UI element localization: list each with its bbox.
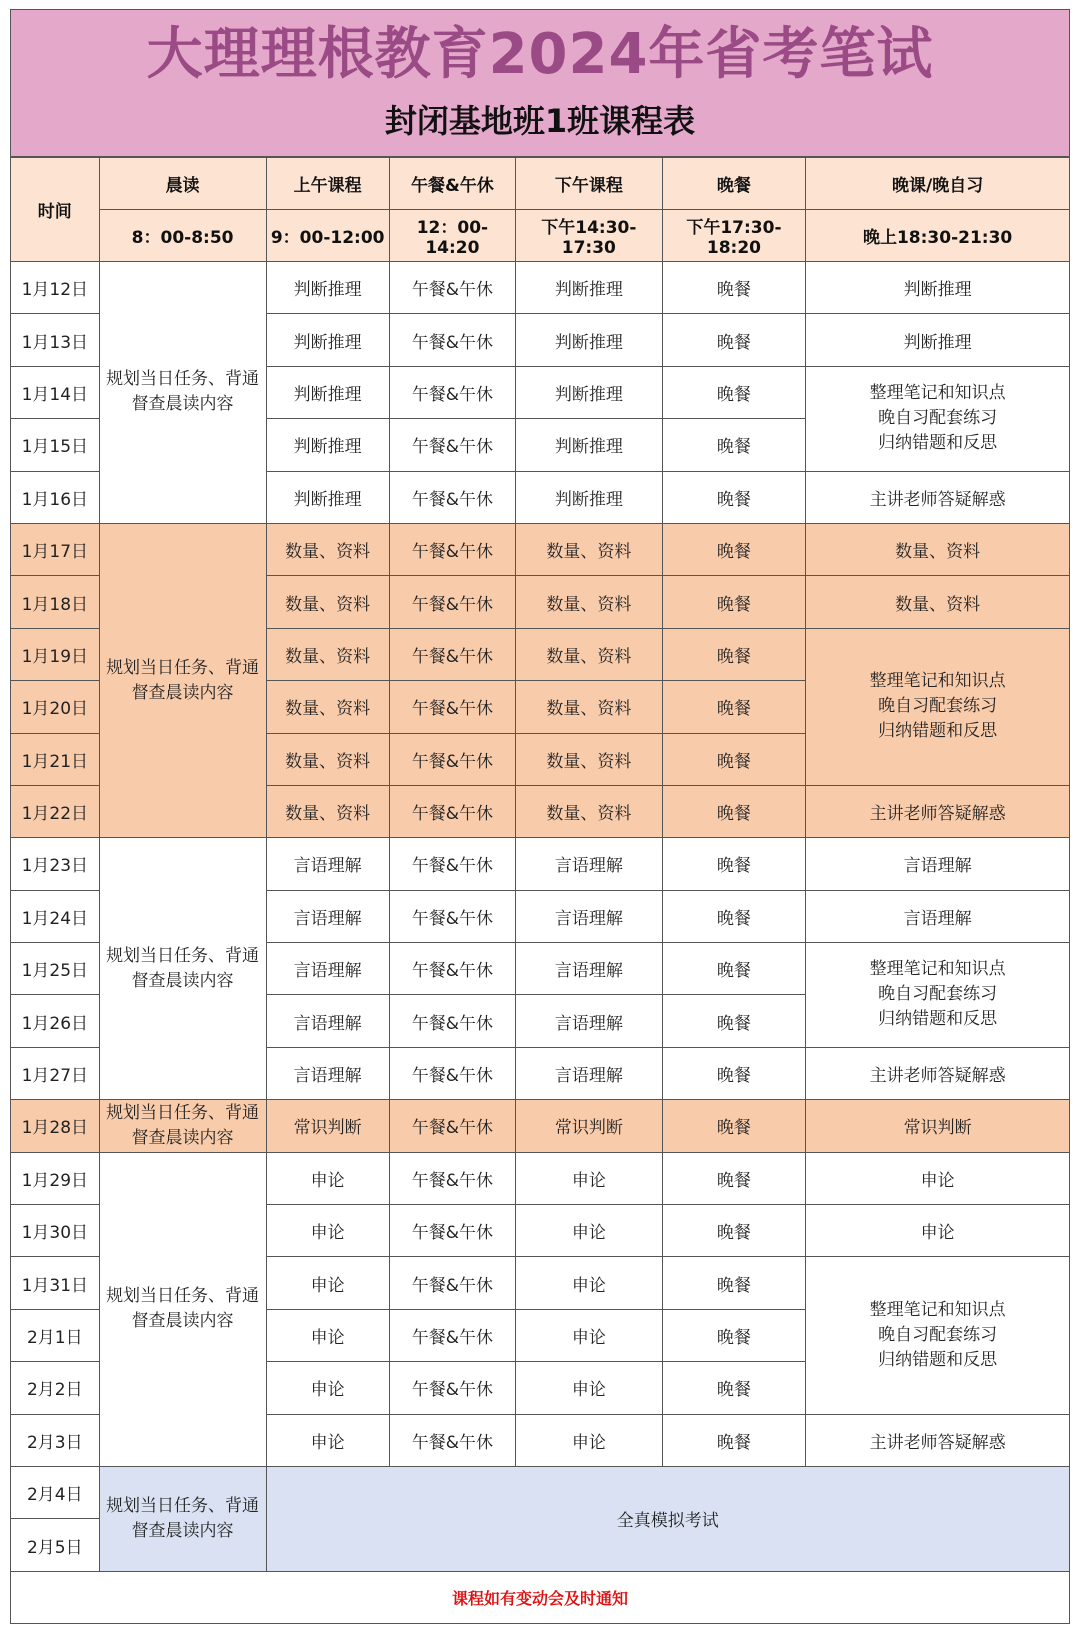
dinner-cell: 晚餐 [662,1100,806,1152]
lunch-cell: 午餐&午休 [389,366,515,418]
lunch-cell: 午餐&午休 [389,1100,515,1152]
lunch-cell: 午餐&午休 [389,785,515,837]
table-row [11,1152,1070,1204]
header-time: 时间 [11,158,100,262]
dinner-cell: 晚餐 [662,314,806,366]
am-course-cell: 数量、资料 [266,785,389,837]
pm-course-cell: 申论 [516,1152,663,1204]
dinner-cell: 晚餐 [662,890,806,942]
time-lunch: 12：00-14:20 [389,210,515,262]
table-row [11,1100,1070,1152]
lunch-cell: 午餐&午休 [389,890,515,942]
dinner-cell: 晚餐 [662,262,806,314]
date-cell: 1月20日 [11,681,100,733]
am-course-cell: 言语理解 [266,1047,389,1099]
evening-cell: 言语理解 [806,890,1070,942]
pm-course-cell: 言语理解 [516,995,663,1047]
am-course-cell: 申论 [266,1152,389,1204]
time-am: 9：00-12:00 [266,210,389,262]
evening-qa-cell: 主讲老师答疑解惑 [806,471,1070,523]
pm-course-cell: 言语理解 [516,838,663,890]
lunch-cell: 午餐&午休 [389,838,515,890]
dinner-cell: 晚餐 [662,366,806,418]
date-cell: 1月16日 [11,471,100,523]
evening-cell: 申论 [806,1205,1070,1257]
dinner-cell: 晚餐 [662,733,806,785]
pm-course-cell: 数量、资料 [516,733,663,785]
am-course-cell: 言语理解 [266,838,389,890]
lunch-cell: 午餐&午休 [389,733,515,785]
morning-plan-cell: 规划当日任务、背通督查晨读内容 [99,262,266,524]
evening-cell: 判断推理 [806,314,1070,366]
dinner-cell: 晚餐 [662,1257,806,1309]
time-pm: 下午14:30-17:30 [516,210,663,262]
pm-course-cell: 数量、资料 [516,681,663,733]
pm-course-cell: 数量、资料 [516,785,663,837]
header-evening: 晚课/晚自习 [806,158,1070,210]
am-course-cell: 申论 [266,1257,389,1309]
date-cell: 1月27日 [11,1047,100,1099]
evening-review-cell: 整理笔记和知识点 晚自习配套练习 归纳错题和反思 [806,366,1070,471]
am-course-cell: 申论 [266,1414,389,1466]
date-cell: 1月19日 [11,628,100,680]
lunch-cell: 午餐&午休 [389,314,515,366]
date-cell: 1月13日 [11,314,100,366]
header-pm: 下午课程 [516,158,663,210]
lunch-cell: 午餐&午休 [389,523,515,575]
time-morning-read: 8：00-8:50 [99,210,266,262]
am-course-cell: 常识判断 [266,1100,389,1152]
pm-course-cell: 申论 [516,1362,663,1414]
am-course-cell: 言语理解 [266,995,389,1047]
lunch-cell: 午餐&午休 [389,995,515,1047]
dinner-cell: 晚餐 [662,943,806,995]
evening-review-cell: 整理笔记和知识点 晚自习配套练习 归纳错题和反思 [806,1257,1070,1414]
am-course-cell: 言语理解 [266,890,389,942]
morning-plan-cell: 规划当日任务、背通督查晨读内容 [99,1100,266,1152]
time-evening: 晚上18:30-21:30 [806,210,1070,262]
pm-course-cell: 判断推理 [516,314,663,366]
pm-course-cell: 数量、资料 [516,576,663,628]
date-cell: 2月4日 [11,1466,100,1518]
lunch-cell: 午餐&午休 [389,1047,515,1099]
header-dinner: 晚餐 [662,158,806,210]
evening-review-cell: 整理笔记和知识点 晚自习配套练习 归纳错题和反思 [806,628,1070,785]
am-course-cell: 数量、资料 [266,681,389,733]
morning-plan-cell: 规划当日任务、背通督查晨读内容 [99,1466,266,1571]
am-course-cell: 判断推理 [266,262,389,314]
lunch-cell: 午餐&午休 [389,419,515,471]
am-course-cell: 判断推理 [266,471,389,523]
pm-course-cell: 申论 [516,1414,663,1466]
evening-cell: 判断推理 [806,262,1070,314]
date-cell: 1月31日 [11,1257,100,1309]
morning-plan-cell: 规划当日任务、背通督查晨读内容 [99,838,266,1100]
header-lunch: 午餐&午休 [389,158,515,210]
dinner-cell: 晚餐 [662,1152,806,1204]
date-cell: 1月29日 [11,1152,100,1204]
schedule-sheet [10,9,1070,1624]
date-cell: 1月25日 [11,943,100,995]
pm-course-cell: 言语理解 [516,890,663,942]
am-course-cell: 数量、资料 [266,523,389,575]
table-row [11,838,1070,890]
evening-review-cell: 整理笔记和知识点 晚自习配套练习 归纳错题和反思 [806,943,1070,1048]
dinner-cell: 晚餐 [662,1414,806,1466]
evening-cell: 言语理解 [806,838,1070,890]
pm-course-cell: 申论 [516,1205,663,1257]
dinner-cell: 晚餐 [662,576,806,628]
evening-qa-cell: 主讲老师答疑解惑 [806,1047,1070,1099]
am-course-cell: 判断推理 [266,314,389,366]
pm-course-cell: 数量、资料 [516,628,663,680]
dinner-cell: 晚餐 [662,471,806,523]
evening-cell: 数量、资料 [806,576,1070,628]
lunch-cell: 午餐&午休 [389,471,515,523]
dinner-cell: 晚餐 [662,1047,806,1099]
date-cell: 1月28日 [11,1100,100,1152]
main-title: 大理理根教育2024年省考笔试 [146,22,934,87]
schedule-table [10,157,1070,1624]
am-course-cell: 判断推理 [266,366,389,418]
pm-course-cell: 判断推理 [516,366,663,418]
lunch-cell: 午餐&午休 [389,262,515,314]
date-cell: 1月22日 [11,785,100,837]
pm-course-cell: 判断推理 [516,471,663,523]
header-morning-read: 晨读 [99,158,266,210]
lunch-cell: 午餐&午休 [389,1362,515,1414]
sub-title: 封闭基地班1班课程表 [384,102,696,140]
date-cell: 2月3日 [11,1414,100,1466]
header-am: 上午课程 [266,158,389,210]
evening-cell: 申论 [806,1152,1070,1204]
mock-exam-cell: 全真模拟考试 [266,1466,1069,1571]
pm-course-cell: 申论 [516,1257,663,1309]
footer-notice: 课程如有变动会及时通知 [11,1571,1070,1623]
table-row [11,262,1070,314]
lunch-cell: 午餐&午休 [389,1152,515,1204]
date-cell: 1月23日 [11,838,100,890]
date-cell: 2月1日 [11,1309,100,1361]
pm-course-cell: 判断推理 [516,262,663,314]
dinner-cell: 晚餐 [662,419,806,471]
am-course-cell: 申论 [266,1362,389,1414]
dinner-cell: 晚餐 [662,785,806,837]
dinner-cell: 晚餐 [662,1205,806,1257]
date-cell: 1月26日 [11,995,100,1047]
evening-cell: 常识判断 [806,1100,1070,1152]
lunch-cell: 午餐&午休 [389,943,515,995]
date-cell: 1月14日 [11,366,100,418]
lunch-cell: 午餐&午休 [389,681,515,733]
pm-course-cell: 判断推理 [516,419,663,471]
lunch-cell: 午餐&午休 [389,1309,515,1361]
time-dinner: 下午17:30-18:20 [662,210,806,262]
table-row [11,1466,1070,1518]
lunch-cell: 午餐&午休 [389,1257,515,1309]
dinner-cell: 晚餐 [662,681,806,733]
dinner-cell: 晚餐 [662,1362,806,1414]
am-course-cell: 申论 [266,1205,389,1257]
pm-course-cell: 言语理解 [516,1047,663,1099]
date-cell: 1月15日 [11,419,100,471]
am-course-cell: 申论 [266,1309,389,1361]
evening-cell: 数量、资料 [806,523,1070,575]
dinner-cell: 晚餐 [662,1309,806,1361]
footer-row [11,1571,1070,1623]
dinner-cell: 晚餐 [662,838,806,890]
date-cell: 1月12日 [11,262,100,314]
title-banner [10,9,1070,157]
pm-course-cell: 常识判断 [516,1100,663,1152]
am-course-cell: 数量、资料 [266,576,389,628]
morning-plan-cell: 规划当日任务、背通督查晨读内容 [99,1152,266,1466]
date-cell: 1月18日 [11,576,100,628]
lunch-cell: 午餐&午休 [389,1414,515,1466]
date-cell: 1月21日 [11,733,100,785]
lunch-cell: 午餐&午休 [389,1205,515,1257]
dinner-cell: 晚餐 [662,628,806,680]
pm-course-cell: 言语理解 [516,943,663,995]
evening-qa-cell: 主讲老师答疑解惑 [806,785,1070,837]
date-cell: 1月24日 [11,890,100,942]
am-course-cell: 判断推理 [266,419,389,471]
dinner-cell: 晚餐 [662,523,806,575]
table-row [11,523,1070,575]
am-course-cell: 言语理解 [266,943,389,995]
lunch-cell: 午餐&午休 [389,576,515,628]
date-cell: 2月2日 [11,1362,100,1414]
date-cell: 1月17日 [11,523,100,575]
lunch-cell: 午餐&午休 [389,628,515,680]
am-course-cell: 数量、资料 [266,733,389,785]
pm-course-cell: 数量、资料 [516,523,663,575]
morning-plan-cell: 规划当日任务、背通督查晨读内容 [99,523,266,837]
dinner-cell: 晚餐 [662,995,806,1047]
am-course-cell: 数量、资料 [266,628,389,680]
date-cell: 1月30日 [11,1205,100,1257]
pm-course-cell: 申论 [516,1309,663,1361]
evening-qa-cell: 主讲老师答疑解惑 [806,1414,1070,1466]
date-cell: 2月5日 [11,1519,100,1571]
